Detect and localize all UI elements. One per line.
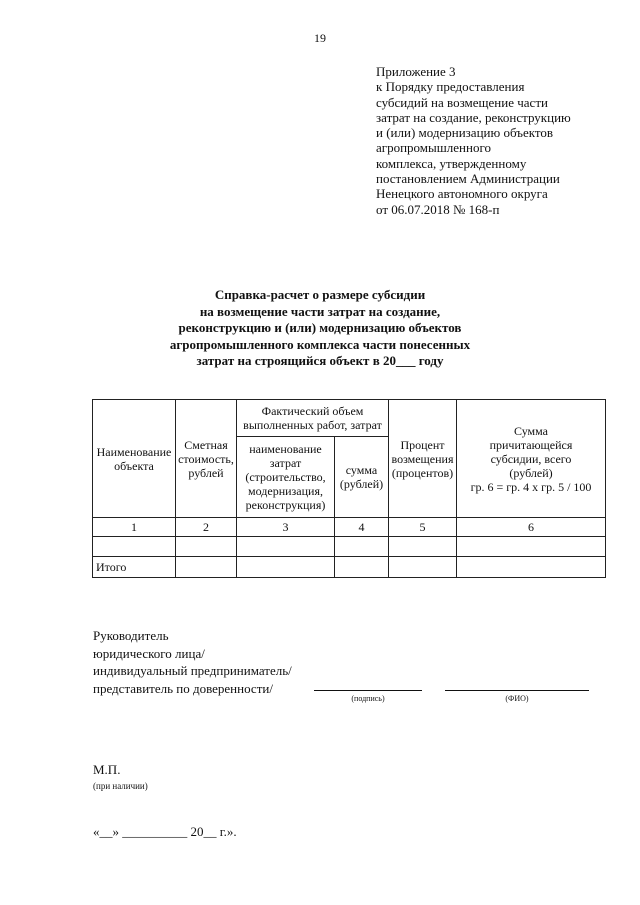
- name-caption: (ФИО): [505, 694, 529, 703]
- title-line: Справка-расчет о размере субсидии: [214, 287, 426, 302]
- appendix-line: комплекса, утвержденному: [376, 155, 527, 171]
- header-cost-name: наименование затрат (строительство, модернизация, реконструкция): [237, 437, 335, 518]
- column-number: 3: [237, 518, 335, 537]
- header-object-name: Наименование объекта: [93, 400, 176, 518]
- table-cell: [389, 557, 457, 578]
- table-cell: [237, 557, 335, 578]
- header-percent: Процент возмещения (процентов): [389, 400, 457, 518]
- signature-caption: (подпись): [351, 694, 385, 703]
- appendix-line: Приложение 3: [376, 64, 456, 79]
- signature-field[interactable]: [314, 690, 422, 691]
- column-number-row: [93, 518, 606, 537]
- signatory-block: [93, 627, 292, 697]
- table-cell: [176, 537, 237, 557]
- header-estimated-cost: Сметная стоимость, рублей: [176, 400, 237, 518]
- signatory-line: юридического лица/: [93, 645, 205, 661]
- total-row: [93, 557, 606, 578]
- page-number: 19: [314, 31, 326, 45]
- stamp-note: (при наличии): [93, 781, 148, 791]
- column-number: 2: [176, 518, 237, 537]
- signatory-line: представитель по доверенности/: [93, 680, 273, 696]
- signatory-line: Руководитель: [93, 628, 169, 643]
- appendix-line: постановлением Администрации: [376, 171, 560, 187]
- calculation-table: [92, 399, 606, 578]
- table-row: [93, 537, 606, 557]
- title-line: реконструкцию и (или) модернизацию объектов: [178, 320, 462, 335]
- table-cell: [335, 537, 389, 557]
- header-subsidy: Сумма причитающейся субсидии, всего (рублей) гр. 6 = гр. 4 х гр. 5 / 100: [457, 400, 606, 518]
- appendix-reference: [376, 64, 626, 217]
- title-line: затрат на строящийся объект в 20___ году: [196, 353, 444, 368]
- table-cell: [176, 557, 237, 578]
- table-cell: [335, 557, 389, 578]
- header-actual-volume: Фактический объем выполненных работ, затрат: [237, 400, 389, 437]
- appendix-line: затрат на создание, реконструкцию: [376, 109, 571, 125]
- stamp-label: М.П.: [93, 762, 121, 777]
- appendix-line: к Порядку предоставления: [376, 79, 525, 95]
- document-title: [0, 287, 640, 370]
- title-line: на возмещение части затрат на создание,: [199, 303, 441, 319]
- date-line: «__» __________ 20__ г.».: [93, 824, 237, 839]
- column-number: 4: [335, 518, 389, 537]
- table-cell: [457, 557, 606, 578]
- table-cell: [389, 537, 457, 557]
- appendix-line: от 06.07.2018 № 168-п: [376, 201, 500, 217]
- table-cell: [93, 537, 176, 557]
- table-cell: [237, 537, 335, 557]
- column-number: 1: [93, 518, 176, 537]
- appendix-line: Ненецкого автономного округа: [376, 186, 548, 202]
- title-line: агропромышленного комплекса части понесенных: [169, 336, 471, 352]
- signatory-line: индивидуальный предприниматель/: [93, 663, 292, 678]
- header-amount: сумма (рублей): [335, 437, 389, 518]
- column-number: 5: [389, 518, 457, 537]
- appendix-line: и (или) модернизацию объектов: [376, 125, 554, 141]
- appendix-line: субсидий на возмещение части: [376, 94, 548, 110]
- appendix-line: агропромышленного: [376, 140, 491, 156]
- name-field[interactable]: [445, 690, 589, 691]
- column-number: 6: [457, 518, 606, 537]
- table-cell: [457, 537, 606, 557]
- total-label: Итого: [93, 557, 176, 578]
